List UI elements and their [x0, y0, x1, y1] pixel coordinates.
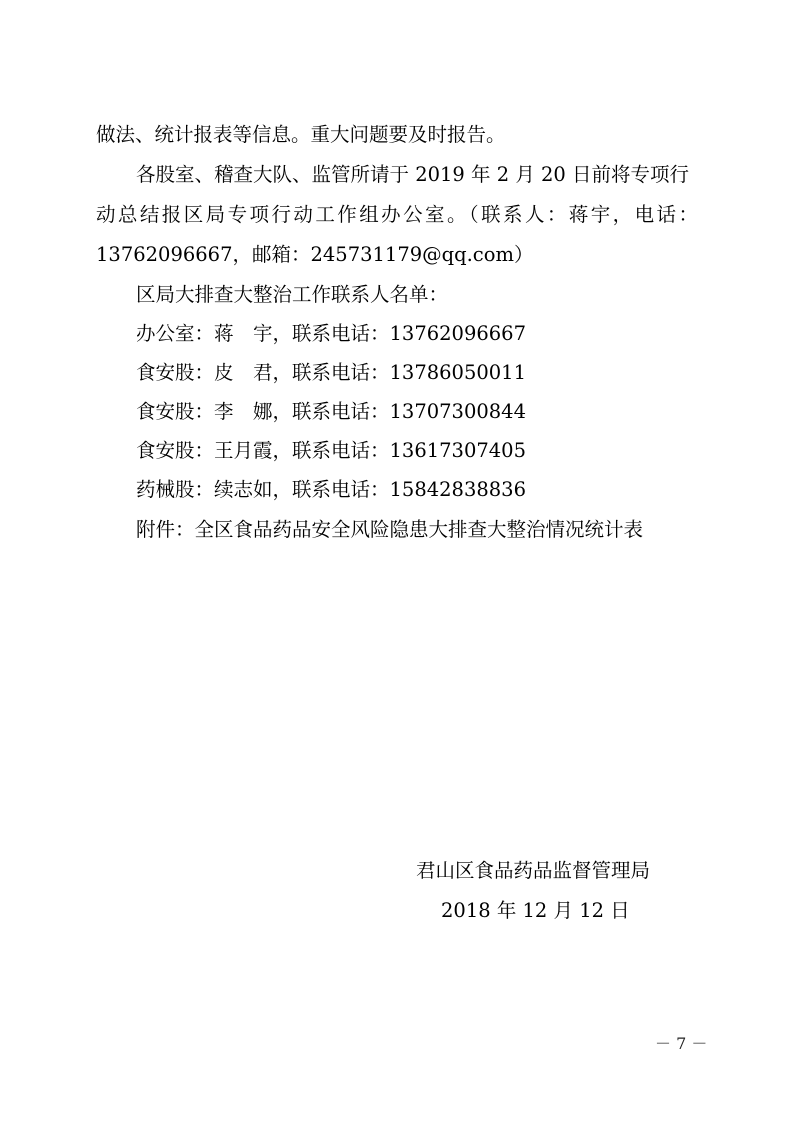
signature-organization: 君山区食品药品监督管理局: [416, 859, 651, 882]
attachment-line: 附件：全区食品药品安全风险隐患大排查大整治情况统计表: [136, 518, 644, 541]
contact-item: 食安股：李 娜，联系电话：13707300844: [136, 400, 526, 423]
paragraph-line: 做法、统计报表等信息。重大问题要及时报告。: [96, 123, 506, 146]
contact-item: 食安股：皮 君，联系电话：13786050011: [136, 361, 526, 384]
paragraph-line: 13762096667，邮箱：245731179@qq.com）: [96, 243, 534, 266]
page-number: － 7 －: [655, 1034, 708, 1053]
paragraph-line: 动总结报区局专项行动工作组办公室。（联系人：蒋宇，电话：: [96, 203, 698, 226]
contacts-heading: 区局大排查大整治工作联系人名单：: [136, 283, 449, 306]
signature-date: 2018 年 12 月 12 日: [441, 899, 630, 922]
paragraph-line: 各股室、稽查大队、监管所请于 2019 年 2 月 20 日前将专项行: [136, 163, 690, 186]
contact-item: 食安股：王月霞，联系电话：13617307405: [136, 439, 526, 462]
contact-item: 药械股：续志如，联系电话：15842838836: [136, 478, 526, 501]
contact-item: 办公室：蒋 宇，联系电话：13762096667: [136, 322, 526, 345]
